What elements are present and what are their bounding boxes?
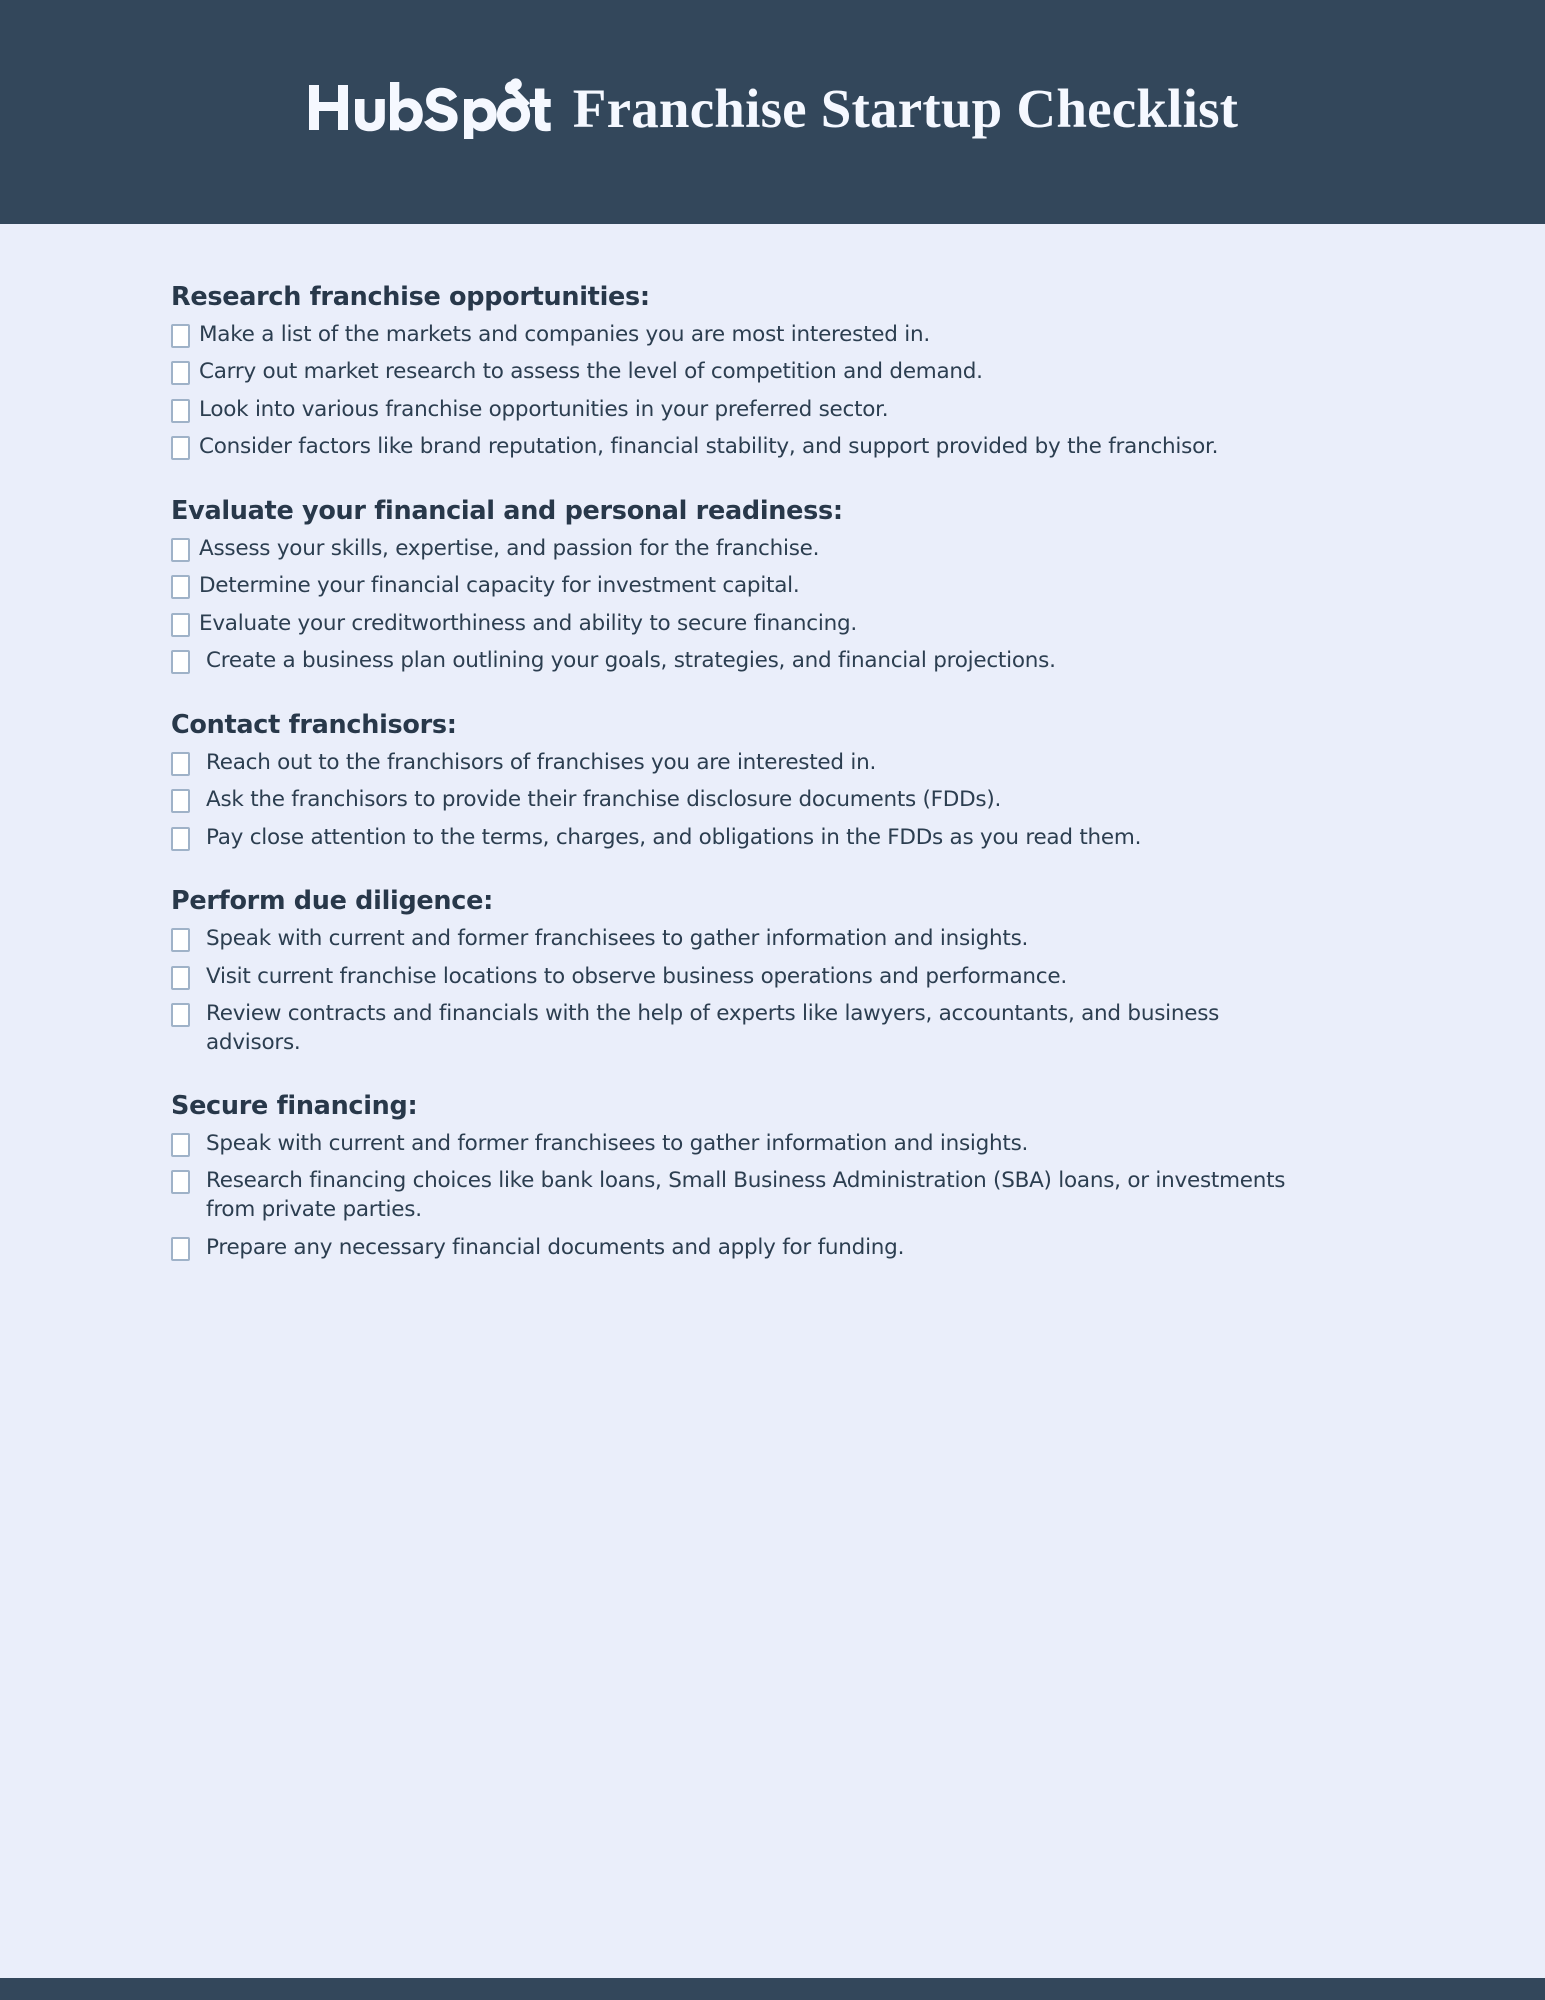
section-research-franchise-opportunities <box>171 282 1331 462</box>
section-heading: Secure financing: <box>171 1091 418 1122</box>
page-title: Franchise Startup Checklist <box>572 77 1239 139</box>
section-heading: Perform due diligence: <box>171 886 493 917</box>
checkbox-icon[interactable] <box>171 928 190 952</box>
checkbox-icon[interactable] <box>171 361 190 385</box>
checklist-item-label: Look into various franchise opportunities in your preferred sector. <box>199 396 889 422</box>
checklist-item[interactable] <box>171 786 1331 815</box>
checklist-item-label: Carry out market research to assess the level of competition and demand. <box>199 359 983 385</box>
checkbox-icon[interactable] <box>171 538 190 562</box>
checklist-item[interactable] <box>171 433 1331 462</box>
checklist-item-label: Consider factors like brand reputation, financial stability, and support provided by the franchisor. <box>199 434 1219 460</box>
checkbox-icon[interactable] <box>171 324 190 348</box>
checklist-item-label: Visit current franchise locations to observe business operations and performance. <box>206 963 1067 989</box>
checklist-item-label: Pay close attention to the terms, charges, and obligations in the FDDs as you read them. <box>206 824 1142 850</box>
section-perform-due-diligence <box>171 886 1331 1057</box>
checkbox-icon[interactable] <box>171 752 190 776</box>
checklist-item-label: Ask the franchisors to provide their franchise disclosure documents (FDDs). <box>206 787 1002 813</box>
checklist-item[interactable] <box>171 610 1331 639</box>
page-header <box>0 0 1545 224</box>
checklist-item-label: Create a business plan outlining your goals, strategies, and financial projections. <box>206 648 1056 674</box>
checklist-item-label: Research financing choices like bank loans, Small Business Administration (SBA) loans, or investments from private parties. <box>206 1168 1286 1223</box>
checklist-item-label: Speak with current and former franchisees to gather information and insights. <box>206 1130 1029 1156</box>
checklist-item-label: Evaluate your creditworthiness and ability to secure financing. <box>199 610 857 636</box>
checklist-item-label: Assess your skills, expertise, and passion for the franchise. <box>199 535 820 561</box>
checklist-item-label: Review contracts and financials with the help of experts like lawyers, accountants, and business advisors. <box>206 1001 1220 1055</box>
section-heading: Contact franchisors: <box>171 709 457 740</box>
checkbox-icon[interactable] <box>171 399 190 423</box>
section-evaluate-financial-personal-readiness <box>171 496 1331 676</box>
checkbox-icon[interactable] <box>171 650 190 674</box>
checklist-item-label: Speak with current and former franchisees to gather information and insights. <box>206 925 1029 951</box>
section-heading: Research franchise opportunities: <box>171 282 650 312</box>
checkbox-icon[interactable] <box>171 789 190 813</box>
checkbox-icon[interactable] <box>171 436 190 460</box>
checkbox-icon[interactable] <box>171 1170 190 1194</box>
checklist-content <box>0 224 1545 1262</box>
checklist-item[interactable] <box>171 358 1331 387</box>
checklist-item[interactable] <box>171 925 1331 954</box>
section-secure-financing <box>171 1091 1331 1262</box>
checklist-item[interactable] <box>171 321 1331 350</box>
hubspot-logo-icon <box>307 77 551 139</box>
checklist-item[interactable] <box>171 647 1331 676</box>
checklist-item[interactable] <box>171 1167 1331 1224</box>
page-footer-bar <box>0 1978 1545 2000</box>
section-heading: Evaluate your financial and personal readiness: <box>171 495 843 526</box>
checklist-item[interactable] <box>171 535 1331 564</box>
checklist-item[interactable] <box>171 1000 1331 1057</box>
checklist-item[interactable] <box>171 749 1331 778</box>
checklist-item[interactable] <box>171 1234 1331 1263</box>
checkbox-icon[interactable] <box>171 966 190 990</box>
checklist-item-label: Reach out to the franchisors of franchises you are interested in. <box>206 749 877 775</box>
checklist-item[interactable] <box>171 824 1331 853</box>
checkbox-icon[interactable] <box>171 1003 190 1027</box>
section-contact-franchisors <box>171 710 1331 852</box>
checklist-item[interactable] <box>171 396 1331 425</box>
checklist-item-label: Prepare any necessary financial documents and apply for funding. <box>206 1234 905 1260</box>
checkbox-icon[interactable] <box>171 613 190 637</box>
checkbox-icon[interactable] <box>171 575 190 599</box>
checkbox-icon[interactable] <box>171 827 190 851</box>
hubspot-logo <box>307 77 551 139</box>
checklist-item[interactable] <box>171 572 1331 601</box>
checklist-item[interactable] <box>171 1130 1331 1159</box>
checklist-item[interactable] <box>171 963 1331 992</box>
checklist-item-label: Make a list of the markets and companies you are most interested in. <box>199 321 930 347</box>
sections-container <box>171 282 1331 1262</box>
checkbox-icon[interactable] <box>171 1237 190 1261</box>
checklist-item-label: Determine your financial capacity for investment capital. <box>199 573 800 599</box>
checkbox-icon[interactable] <box>171 1133 190 1157</box>
